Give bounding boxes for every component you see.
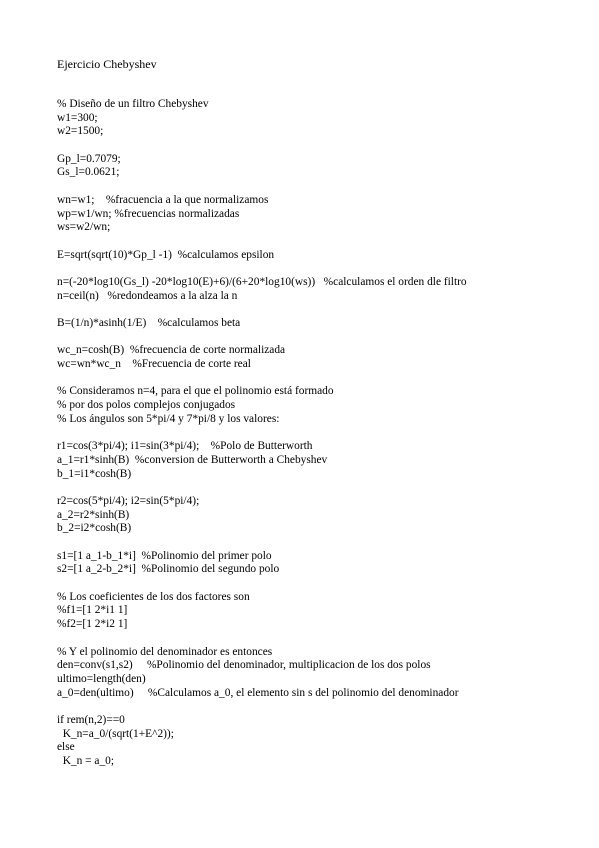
code-line: ultimo=length(den)	[57, 672, 146, 685]
blank-line	[57, 577, 587, 591]
code-line: if rem(n,2)==0	[57, 713, 125, 726]
code-line: w2=1500;	[57, 125, 104, 138]
code-line: Gs_l=0.0621;	[57, 166, 120, 179]
code-line: r1=cos(3*pi/4); i1=sin(3*pi/4); %Polo de Butterworth	[57, 440, 313, 453]
blank-line	[57, 235, 587, 249]
code-line: a_1=r1*sinh(B) %conversion de Butterworth a Chebyshev	[57, 453, 328, 466]
code-line: b_1=i1*cosh(B)	[57, 467, 132, 480]
blank-line	[57, 372, 587, 386]
blank-line	[57, 139, 587, 153]
code-line: w1=300;	[57, 111, 98, 124]
code-line: wp=w1/wn; %frecuencias normalizadas	[57, 207, 240, 220]
blank-line	[57, 632, 587, 646]
code-line: den=conv(s1,s2) %Polinomio del denominador, multiplicacion de los dos polos	[57, 659, 431, 672]
code-line: K_n = a_0;	[57, 755, 115, 767]
code-line: wc=wn*wc_n %Frecuencia de corte real	[57, 358, 251, 371]
code-line: b_2=i2*cosh(B)	[57, 522, 132, 535]
blank-line	[57, 481, 587, 495]
code-line: s1=[1 a_1-b_1*i] %Polinomio del primer polo	[57, 549, 272, 562]
code-line: n=(-20*log10(Gs_l) -20*log10(E)+6)/(6+20*log10(ws)) %calculamos el orden dle filtro	[57, 275, 467, 288]
code-line: wc_n=cosh(B) %frecuencia de corte normalizada	[57, 344, 286, 357]
blank-line	[57, 700, 587, 714]
code-line: s2=[1 a_2-b_2*i] %Polinomio del segundo polo	[57, 563, 280, 576]
blank-line	[57, 180, 587, 194]
code-line: Gp_l=0.7079;	[57, 152, 121, 165]
code-listing	[57, 98, 587, 769]
code-line: % Diseño de un filtro Chebyshev	[57, 98, 209, 110]
code-line: ws=w2/wn;	[57, 221, 111, 234]
blank-line	[57, 427, 587, 441]
code-line: K_n=a_0/(sqrt(1+E^2));	[57, 727, 174, 740]
code-line: n=ceil(n) %redondeamos a la alza la n	[57, 289, 238, 302]
code-line: % Consideramos n=4, para el que el polinomio está formado	[57, 385, 334, 398]
code-line: a_2=r2*sinh(B)	[57, 508, 130, 521]
code-line: % Los coeficientes de los dos factores son	[57, 590, 250, 603]
code-line: a_0=den(ultimo) %Calculamos a_0, el elemento sin s del polinomio del denominador	[57, 686, 459, 699]
code-line: wn=w1; %fracuencia a la que normalizamos	[57, 193, 269, 206]
code-line: r2=cos(5*pi/4); i2=sin(5*pi/4);	[57, 494, 200, 507]
blank-line	[57, 331, 587, 345]
code-line: %f2=[1 2*i2 1]	[57, 618, 128, 631]
code-line: E=sqrt(sqrt(10)*Gp_l -1) %calculamos epsilon	[57, 248, 275, 261]
code-line: B=(1/n)*asinh(1/E) %calculamos beta	[57, 317, 241, 329]
blank-line	[57, 262, 587, 276]
blank-line	[57, 303, 587, 317]
code-line: % por dos polos complejos conjugados	[57, 399, 236, 412]
code-line: else	[57, 741, 75, 754]
document-title: Ejercicio Chebyshev	[57, 57, 157, 71]
code-line: %f1=[1 2*i1 1]	[57, 604, 128, 617]
code-line: % Y el polinomio del denominador es entonces	[57, 645, 273, 658]
blank-line	[57, 536, 587, 550]
code-line: % Los ángulos son 5*pi/4 y 7*pi/8 y los valores:	[57, 412, 280, 425]
